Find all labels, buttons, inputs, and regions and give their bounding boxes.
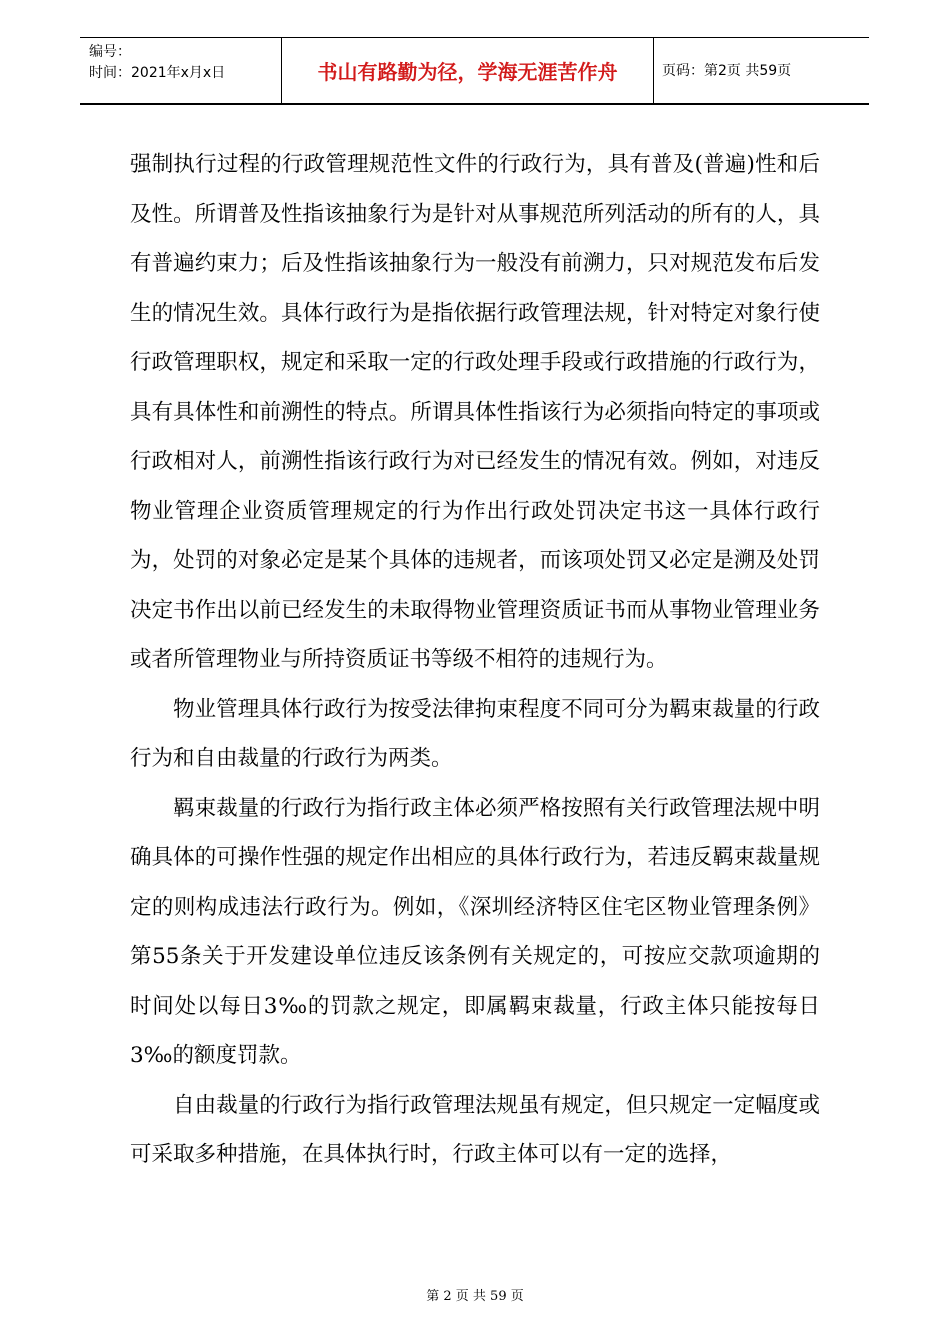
- header-page-info: 页码：第2页 共59页: [662, 63, 792, 79]
- paragraph: 物业管理具体行政行为按受法律拘束程度不同可分为羁束裁量的行政行为和自由裁量的行政行为两类。: [130, 696, 820, 771]
- document-number-label: 编号：: [89, 44, 131, 60]
- paragraph: 自由裁量的行政行为指行政管理法规虽有规定，但只规定一定幅度或可采取多种措施，在具体执行时，行政主体可以有一定的选择，: [130, 1092, 820, 1167]
- document-body: [130, 140, 820, 1180]
- header-meta: [89, 42, 279, 84]
- header-motto: 书山有路勤为径，学海无涯苦作舟: [317, 59, 618, 84]
- document-time-label: 时间：2021年x月x日: [89, 65, 226, 81]
- page-footer: 第 2 页 共 59 页: [426, 1289, 524, 1304]
- page-header: [80, 37, 869, 105]
- header-bottom-rule: [80, 103, 869, 105]
- header-divider: [653, 37, 654, 105]
- paragraph: 强制执行过程的行政管理规范性文件的行政行为，具有普及(普遍)性和后及性。所谓普及性指该抽象行为是针对从事规范所列活动的所有的人，具有普遍约束力；后及性指该抽象行为一般没有前溯力，只对规范发布后发生的情况生效。具体行政行为是指依据行政管理法规，针对特定对象行使行政管理职权，规定和采取一定的行政处理手段或行政措施的行政行为，具有具体性和前溯性的特点。所谓具体性指该行为必须指向特定的事项或行政相对人，前溯性指该行政行为对已经发生的情况有效。例如，对违反物业管理企业资质管理规定的行为作出行政处罚决定书这一具体行政行为，处罚的对象必定是某个具体的违规者，而该项处罚又必定是溯及处罚决定书作出以前已经发生的未取得物业管理资质证书而从事物业管理业务或者所管理物业与所持资质证书等级不相符的违规行为。: [130, 152, 820, 672]
- paragraph: 羁束裁量的行政行为指行政主体必须严格按照有关行政管理法规中明确具体的可操作性强的规定作出相应的具体行政行为，若违反羁束裁量规定的则构成违法行政行为。例如，《深圳经济特区住宅区物业管理条例》第55条关于开发建设单位违反该条例有关规定的，可按应交款项逾期的时间处以每日3‰的罚款之规定，即属羁束裁量，行政主体只能按每日3‰的额度罚款。: [130, 795, 820, 1068]
